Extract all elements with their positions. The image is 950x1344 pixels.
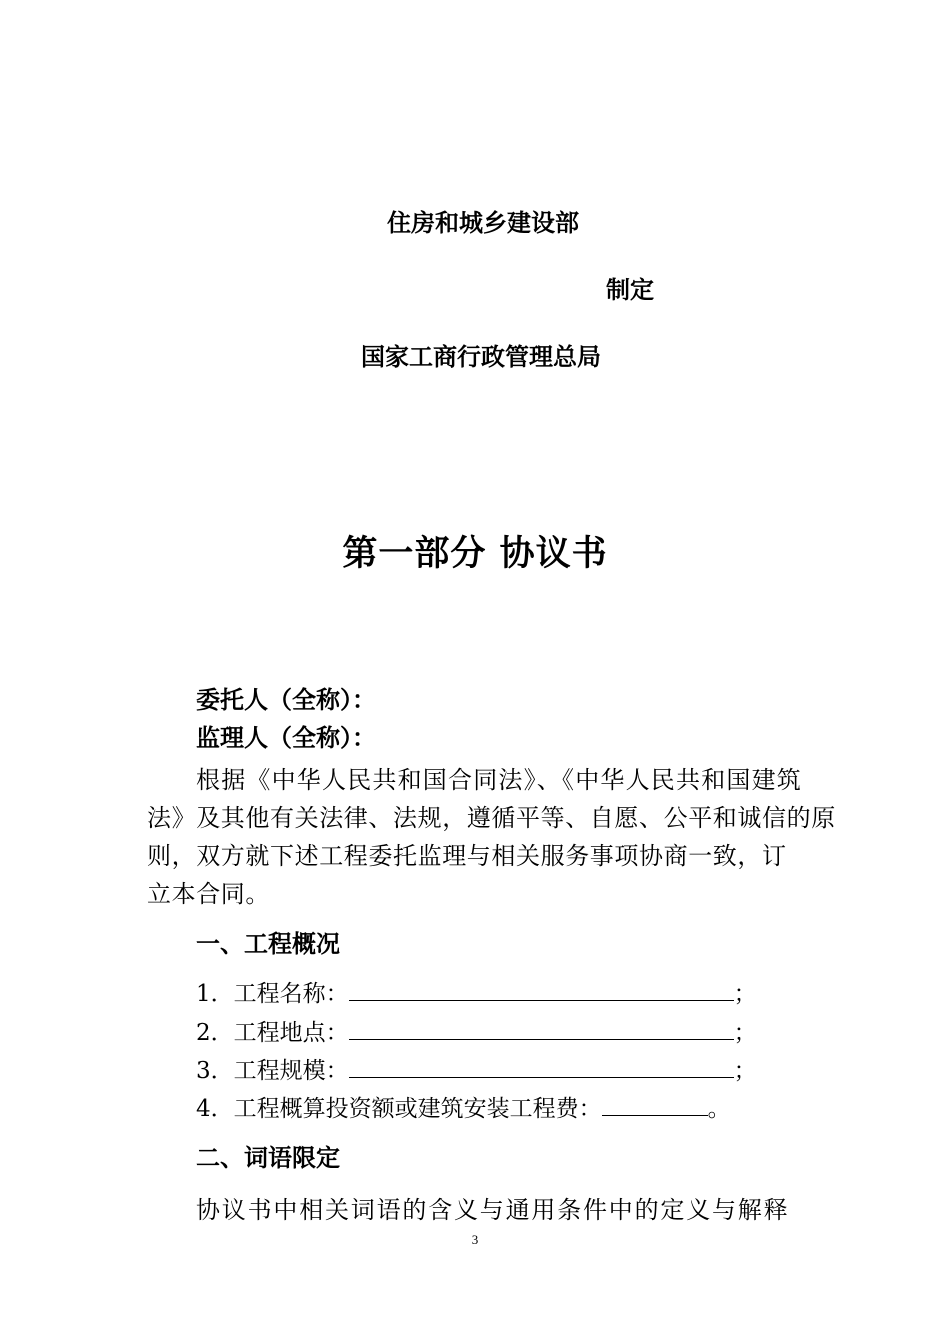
section-2-title: 二、词语限定 [196,1144,340,1172]
preamble-line-4: 立本合同。 [147,880,270,908]
item-end-mark: ； [733,981,757,1007]
item-end-mark: ； [733,1058,757,1084]
project-budget-label: 4．工程概算投资额或建筑安装工程费： [196,1096,602,1122]
project-name-row [196,975,757,1008]
preamble-line-1: 根据《中华人民共和国合同法》、《中华人民共和国建筑 [196,766,802,794]
project-location-blank[interactable] [349,1017,734,1040]
principal-label: 委托人（全称）： [196,686,376,714]
project-location-row [196,1014,757,1047]
project-scale-label: 3．工程规模： [196,1058,349,1084]
preamble-line-3: 则，双方就下述工程委托监理与相关服务事项协商一致，订 [147,842,787,870]
part-title: 第一部分 协议书 [342,534,608,574]
issuer-suffix: 制定 [606,276,654,304]
item-end-mark: 。 [707,1096,731,1122]
issuer-commerce-admin: 国家工商行政管理总局 [361,343,601,371]
preamble-line-2: 法》及其他有关法律、法规，遵循平等、自愿、公平和诚信的原 [147,804,836,832]
item-end-mark: ； [733,1020,757,1046]
project-name-blank[interactable] [349,978,734,1001]
project-scale-row [196,1052,757,1085]
project-scale-blank[interactable] [349,1055,734,1078]
section-2-text: 协议书中相关词语的含义与通用条件中的定义与解释 [196,1196,790,1224]
issuer-housing-ministry: 住房和城乡建设部 [387,209,579,237]
supervisor-label: 监理人（全称）： [196,724,376,752]
project-budget-blank[interactable] [602,1093,708,1116]
project-budget-row [196,1090,731,1123]
page-number: 3 [471,1232,479,1247]
project-name-label: 1．工程名称： [196,981,349,1007]
project-location-label: 2．工程地点： [196,1020,349,1046]
section-1-title: 一、工程概况 [196,930,340,958]
